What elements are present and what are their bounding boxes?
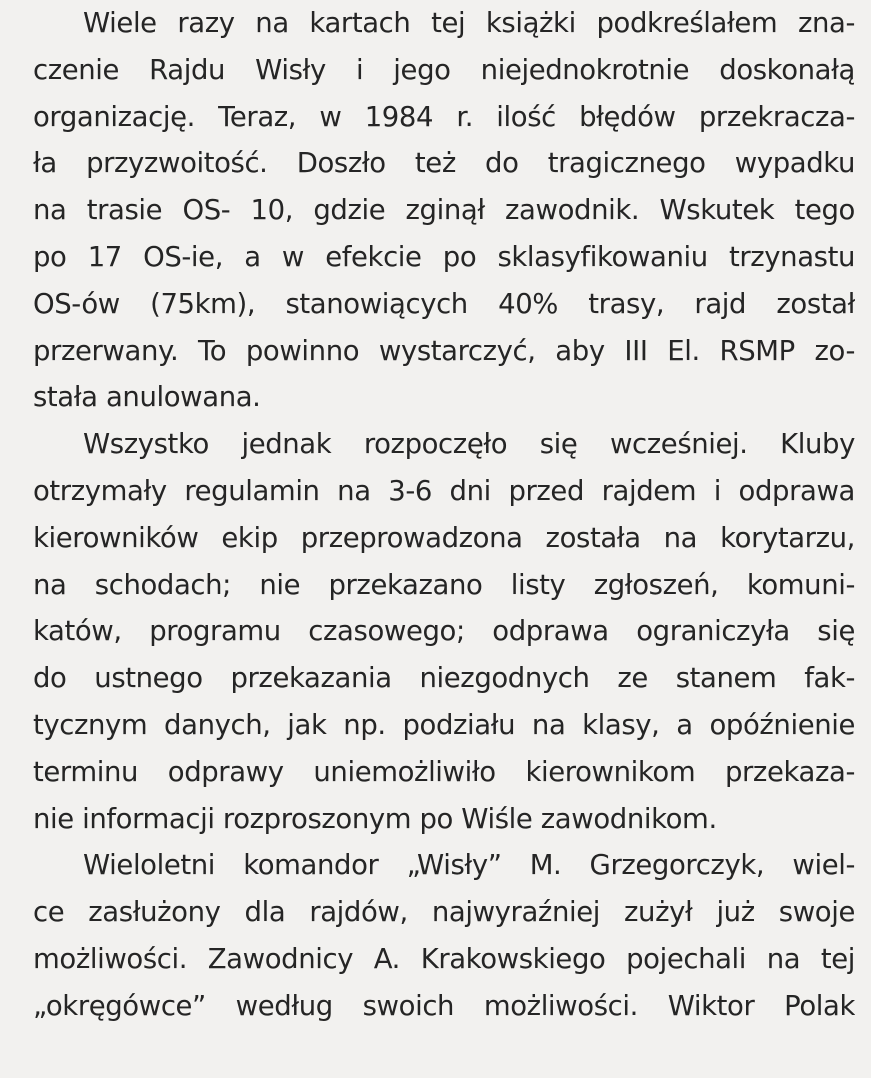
paragraph-1 [33,0,855,421]
text-line: tycznym danych, jak np. podziału na klasy, a opóźnienie [33,708,855,741]
text-line: ła przyzwoitość. Doszło też do tragicznego wypadku [33,147,855,180]
text-line: Wieloletni komandor „Wisły” M. Grzegorczyk, wiel- [83,849,855,882]
text-line: ce zasłużony dla rajdów, najwyraźniej zużył już swoje [33,896,855,929]
text-line: przerwany. To powinno wystarczyć, aby III El. RSMP zo- [33,334,855,367]
text-line: czenie Rajdu Wisły i jego niejednokrotnie doskonałą [33,53,855,86]
text-line: kierowników ekip przeprowadzona została na korytarzu, [33,521,855,554]
text-line: OS-ów (75km), stanowiących 40% trasy, rajd został [33,287,855,320]
text-line: na schodach; nie przekazano listy zgłoszeń, komuni- [33,568,855,601]
text-line: możliwości. Zawodnicy A. Krakowskiego pojechali na tej [33,942,855,975]
text-line: Wiele razy na kartach tej książki podkreślałem zna- [83,7,855,39]
text-line: otrzymały regulamin na 3-6 dni przed rajdem i odprawa [33,474,855,507]
text-line: „okręgówce” według swoich możliwości. Wiktor Polak [33,989,855,1022]
paragraph-2 [33,421,855,842]
text-line: terminu odprawy uniemożliwiło kierownikom przekaza- [33,755,855,788]
text-line: stała anulowana. [33,381,261,414]
text-line: do ustnego przekazania niezgodnych ze stanem fak- [33,662,855,695]
text-line: po 17 OS-ie, a w efekcie po sklasyfikowaniu trzynastu [33,240,855,273]
text-line: nie informacji rozproszonym po Wiśle zawodnikom. [33,802,717,835]
text-line: na trasie OS- 10, gdzie zginął zawodnik. Wskutek tego [33,194,855,227]
text-line: organizację. Teraz, w 1984 r. ilość błędów przekracza- [33,100,855,133]
paragraph-3 [33,842,855,1029]
page-text [33,0,855,1030]
text-line: Wszystko jednak rozpoczęło się wcześniej. Kluby [83,428,855,461]
text-line: katów, programu czasowego; odprawa ograniczyła się [33,615,855,648]
